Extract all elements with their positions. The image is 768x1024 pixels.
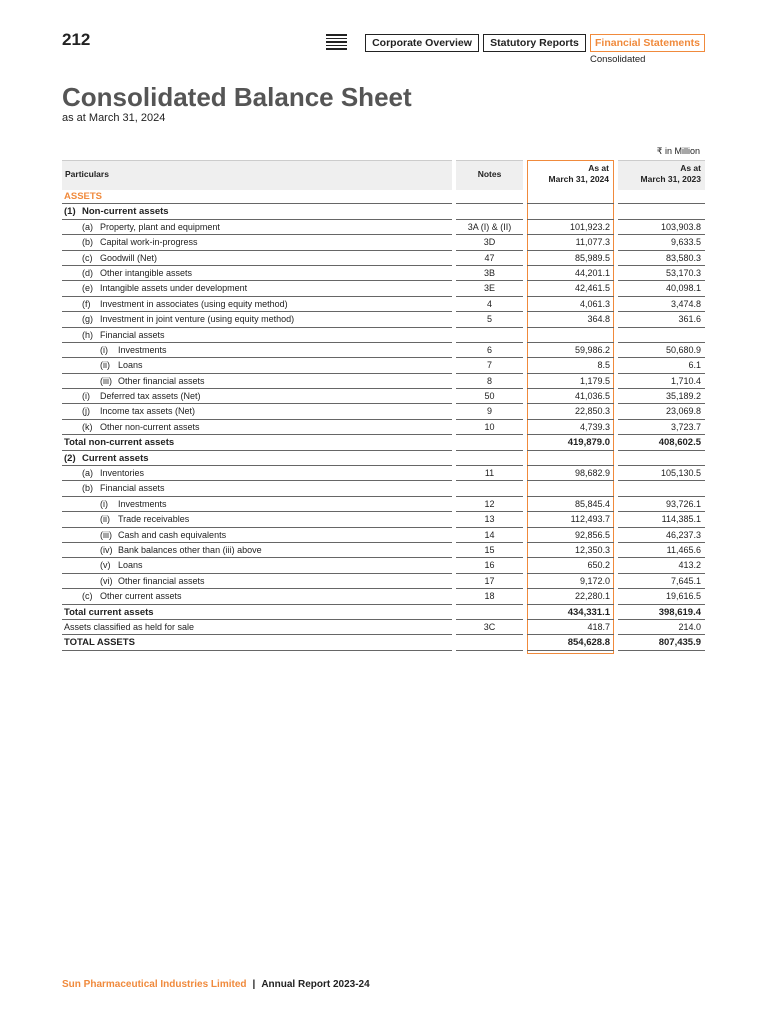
row-rule — [527, 451, 614, 466]
row-label — [64, 405, 195, 418]
row-marker: (2) — [64, 452, 76, 464]
table-row — [62, 312, 705, 327]
row-value-2024: 9,172.0 — [579, 575, 610, 586]
row-label-text: Other intangible assets — [100, 267, 193, 278]
row-marker: (iii) — [100, 375, 112, 386]
row-label-text: Trade receivables — [118, 514, 190, 525]
row-rule — [527, 204, 614, 219]
row-value-2024: 92,856.5 — [574, 529, 610, 540]
table-row — [62, 251, 705, 266]
subnav-consolidated[interactable]: Consolidated — [590, 54, 646, 65]
tab-corporate-overview[interactable]: Corporate Overview — [365, 34, 479, 52]
row-value-2023: 3,474.8 — [670, 298, 701, 309]
row-label — [64, 375, 205, 388]
table-row — [62, 451, 705, 466]
row-value-2023: 35,189.2 — [665, 391, 701, 402]
page-subtitle: as at March 31, 2024 — [62, 112, 166, 124]
row-label — [64, 513, 189, 526]
row-value-2023: 7,645.1 — [670, 575, 701, 586]
row-notes: 5 — [486, 314, 492, 325]
row-label — [64, 636, 135, 649]
row-label-text: Current assets — [82, 452, 149, 464]
row-marker: (c) — [82, 252, 93, 263]
row-label-text: Other non-current assets — [100, 421, 200, 432]
table-row — [62, 204, 705, 219]
row-notes: 12 — [484, 498, 495, 509]
row-label — [64, 621, 194, 634]
row-label-text: Financial assets — [100, 329, 165, 340]
table-row — [62, 343, 705, 358]
balance-sheet-table — [62, 189, 705, 651]
row-label-text: Goodwill (Net) — [100, 252, 158, 263]
row-marker: (e) — [82, 283, 93, 294]
row-label — [64, 606, 154, 619]
row-label-text: TOTAL ASSETS — [64, 637, 135, 649]
header-current-line1: As at — [588, 163, 609, 173]
row-label-text: Non-current assets — [82, 206, 169, 218]
row-label — [64, 436, 174, 449]
row-label — [64, 252, 157, 265]
row-label-text: Other financial assets — [118, 375, 205, 386]
table-row — [62, 297, 705, 312]
table-row — [62, 358, 705, 373]
row-value-2023: 3,723.7 — [670, 421, 701, 432]
tab-statutory-reports[interactable]: Statutory Reports — [483, 34, 586, 52]
row-value-2023: 93,726.1 — [665, 498, 701, 509]
row-marker: (f) — [82, 298, 91, 309]
table-row — [62, 512, 705, 527]
row-value-2023: 19,616.5 — [665, 591, 701, 602]
row-label — [64, 236, 198, 249]
row-marker: (k) — [82, 421, 93, 432]
row-marker: (ii) — [100, 514, 110, 525]
menu-icon[interactable] — [326, 34, 347, 51]
table-row — [62, 528, 705, 543]
row-label-text: Property, plant and equipment — [100, 221, 220, 232]
row-label-text: Investment in associates (using equity method) — [100, 298, 288, 309]
row-marker: (c) — [82, 591, 93, 602]
row-label — [64, 544, 262, 557]
table-row — [62, 389, 705, 404]
row-notes: 50 — [484, 391, 495, 402]
row-label — [64, 559, 143, 572]
row-marker: (d) — [82, 267, 93, 278]
row-rule — [456, 435, 523, 450]
row-label — [64, 359, 143, 372]
row-label — [64, 205, 169, 218]
table-row — [62, 281, 705, 296]
row-notes: 4 — [486, 298, 492, 309]
row-label — [64, 421, 200, 434]
row-label — [64, 267, 192, 280]
row-value-2024: 112,493.7 — [570, 514, 610, 525]
row-label-text: Other current assets — [100, 591, 182, 602]
row-value-2024: 85,989.5 — [574, 252, 610, 263]
row-value-2024: 364.8 — [587, 314, 610, 325]
row-rule — [618, 204, 705, 219]
row-value-2023: 23,069.8 — [665, 406, 701, 417]
row-value-2024: 101,923.2 — [569, 221, 610, 232]
row-rule — [618, 189, 705, 204]
row-label-text: ASSETS — [64, 191, 103, 202]
header-current-line2: March 31, 2024 — [548, 174, 609, 184]
table-row — [62, 328, 705, 343]
row-label-text: Capital work-in-progress — [100, 237, 198, 248]
row-value-2023: 46,237.3 — [665, 529, 701, 540]
row-marker: (ii) — [100, 360, 110, 371]
row-label-text: Inventories — [100, 468, 145, 479]
row-label-text: Total current assets — [64, 606, 154, 618]
row-marker: (h) — [82, 329, 93, 340]
row-marker: (a) — [82, 221, 93, 232]
row-value-2024: 41,036.5 — [574, 391, 610, 402]
row-marker: (j) — [82, 406, 90, 417]
row-label-text: Investment in joint venture (using equity method) — [100, 314, 295, 325]
row-label — [64, 329, 165, 342]
row-notes: 7 — [486, 360, 492, 371]
row-value-2024: 12,350.3 — [574, 544, 610, 555]
header-notes: Notes — [477, 169, 502, 179]
row-label-text: Total non-current assets — [64, 437, 175, 449]
row-label-text: Loans — [118, 560, 143, 571]
row-label-text: Other financial assets — [118, 575, 205, 586]
row-marker: (g) — [82, 314, 93, 325]
row-value-2024: 434,331.1 — [567, 606, 610, 618]
row-label-text: Income tax assets (Net) — [100, 406, 196, 417]
row-notes: 6 — [486, 344, 492, 355]
row-notes: 16 — [484, 560, 495, 571]
row-marker: (1) — [64, 206, 76, 218]
row-value-2024: 1,179.5 — [579, 375, 610, 386]
row-label-text: Intangible assets under development — [100, 283, 248, 294]
row-value-2024: 650.2 — [587, 560, 610, 571]
row-marker: (vi) — [100, 575, 113, 586]
row-rule — [456, 328, 523, 343]
row-label — [64, 452, 149, 465]
row-label-text: Bank balances other than (iii) above — [118, 544, 262, 555]
row-value-2023: 398,619.4 — [658, 606, 701, 618]
row-label-text: Financial assets — [100, 483, 165, 494]
row-notes: 47 — [484, 252, 495, 263]
row-rule — [527, 481, 614, 496]
header-prev-line2: March 31, 2023 — [640, 174, 701, 184]
row-rule — [456, 189, 523, 204]
row-value-2023: 50,680.9 — [665, 344, 701, 355]
row-label-text: Loans — [118, 360, 143, 371]
row-notes: 3A (I) & (II) — [467, 221, 512, 232]
row-label — [64, 282, 247, 295]
row-rule — [62, 189, 452, 204]
table-row — [62, 574, 705, 589]
row-rule — [456, 481, 523, 496]
row-notes: 9 — [486, 406, 492, 417]
row-notes: 14 — [484, 529, 495, 540]
row-rule — [618, 481, 705, 496]
row-value-2024: 854,628.8 — [567, 637, 610, 649]
row-notes: 18 — [484, 591, 495, 602]
row-notes: 8 — [486, 375, 492, 386]
tab-financial-statements[interactable]: Financial Statements — [590, 34, 705, 52]
header-particulars: Particulars — [65, 169, 109, 179]
row-value-2023: 83,580.3 — [665, 252, 701, 263]
footer-report: Annual Report 2023-24 — [261, 979, 370, 990]
row-label-text: Cash and cash equivalents — [118, 529, 227, 540]
currency-unit: ₹ in Million — [656, 146, 700, 156]
row-value-2023: 103,903.8 — [660, 221, 701, 232]
row-label-text: Deferred tax assets (Net) — [100, 391, 201, 402]
row-value-2023: 807,435.9 — [658, 637, 701, 649]
row-value-2024: 98,682.9 — [574, 468, 610, 479]
row-value-2024: 42,461.5 — [574, 283, 610, 294]
row-value-2023: 6.1 — [688, 360, 701, 371]
row-value-2023: 105,130.5 — [660, 468, 701, 479]
row-rule — [618, 328, 705, 343]
row-notes: 3D — [483, 237, 496, 248]
row-value-2024: 22,850.3 — [574, 406, 610, 417]
row-label — [64, 590, 182, 603]
row-value-2023: 413.2 — [678, 560, 701, 571]
footer — [62, 979, 370, 990]
row-value-2023: 1,710.4 — [670, 375, 701, 386]
row-marker: (b) — [82, 237, 93, 248]
footer-separator: | — [252, 979, 256, 990]
row-notes: 3E — [483, 283, 495, 294]
row-marker: (iii) — [100, 529, 112, 540]
row-rule — [456, 605, 523, 620]
row-value-2023: 408,602.5 — [658, 437, 701, 449]
table-row — [62, 558, 705, 573]
total-row — [62, 435, 705, 450]
row-notes: 3C — [483, 621, 496, 632]
row-value-2023: 361.6 — [678, 314, 701, 325]
table-row — [62, 420, 705, 435]
table-row — [62, 543, 705, 558]
row-value-2023: 214.0 — [678, 621, 701, 632]
row-marker: (a) — [82, 468, 93, 479]
row-rule — [456, 635, 523, 650]
row-notes: 10 — [484, 421, 495, 432]
row-rule — [527, 328, 614, 343]
row-marker: (i) — [100, 344, 108, 355]
row-value-2024: 8.5 — [597, 360, 610, 371]
row-value-2024: 44,201.1 — [574, 267, 610, 278]
page-title: Consolidated Balance Sheet — [62, 82, 412, 112]
row-notes: 3B — [483, 267, 495, 278]
row-label — [64, 344, 167, 357]
row-marker: (iv) — [100, 544, 113, 555]
row-label — [64, 575, 205, 588]
row-notes: 15 — [484, 544, 495, 555]
row-notes: 11 — [484, 468, 495, 479]
row-label — [64, 498, 167, 511]
row-notes: 13 — [484, 514, 495, 525]
row-label — [64, 313, 294, 326]
row-label — [64, 190, 102, 203]
row-value-2024: 419,879.0 — [567, 437, 610, 449]
row-marker: (v) — [100, 560, 111, 571]
row-value-2024: 11,077.3 — [575, 237, 610, 248]
table-row — [62, 589, 705, 604]
table-row — [62, 620, 705, 635]
row-value-2023: 53,170.3 — [665, 267, 701, 278]
table-row — [62, 266, 705, 281]
row-label — [64, 390, 201, 403]
row-marker: (b) — [82, 483, 93, 494]
row-value-2024: 22,280.1 — [574, 591, 610, 602]
table-row — [62, 220, 705, 235]
total-row — [62, 635, 705, 650]
table-row — [62, 374, 705, 389]
row-label — [64, 221, 220, 234]
row-value-2023: 11,465.6 — [666, 544, 701, 555]
header-particulars-bg — [62, 160, 452, 190]
row-value-2023: 9,633.5 — [670, 237, 701, 248]
row-value-2024: 59,986.2 — [574, 344, 610, 355]
row-notes: 17 — [484, 575, 495, 586]
row-marker: (i) — [82, 391, 90, 402]
table-row — [62, 235, 705, 250]
row-label-text: Investments — [118, 498, 167, 509]
footer-company: Sun Pharmaceutical Industries Limited — [62, 979, 247, 990]
row-value-2023: 114,385.1 — [661, 514, 701, 525]
row-value-2024: 4,739.3 — [579, 421, 610, 432]
row-label — [64, 298, 288, 311]
row-label-text: Assets classified as held for sale — [64, 621, 195, 632]
row-value-2024: 85,845.4 — [574, 498, 610, 509]
table-row — [62, 497, 705, 512]
section-row — [62, 189, 705, 204]
row-rule — [527, 189, 614, 204]
header-prev-line1: As at — [680, 163, 701, 173]
table-row — [62, 466, 705, 481]
table-row — [62, 404, 705, 419]
page-number: 212 — [62, 30, 91, 49]
row-label — [64, 467, 144, 480]
total-row — [62, 605, 705, 620]
row-rule — [618, 451, 705, 466]
row-label-text: Investments — [118, 344, 167, 355]
row-value-2024: 418.7 — [587, 621, 610, 632]
row-label — [64, 529, 226, 542]
table-row — [62, 481, 705, 496]
row-marker: (i) — [100, 498, 108, 509]
row-label — [64, 482, 165, 495]
row-rule — [456, 451, 523, 466]
row-value-2023: 40,098.1 — [665, 283, 701, 294]
row-rule — [456, 204, 523, 219]
row-value-2024: 4,061.3 — [579, 298, 610, 309]
